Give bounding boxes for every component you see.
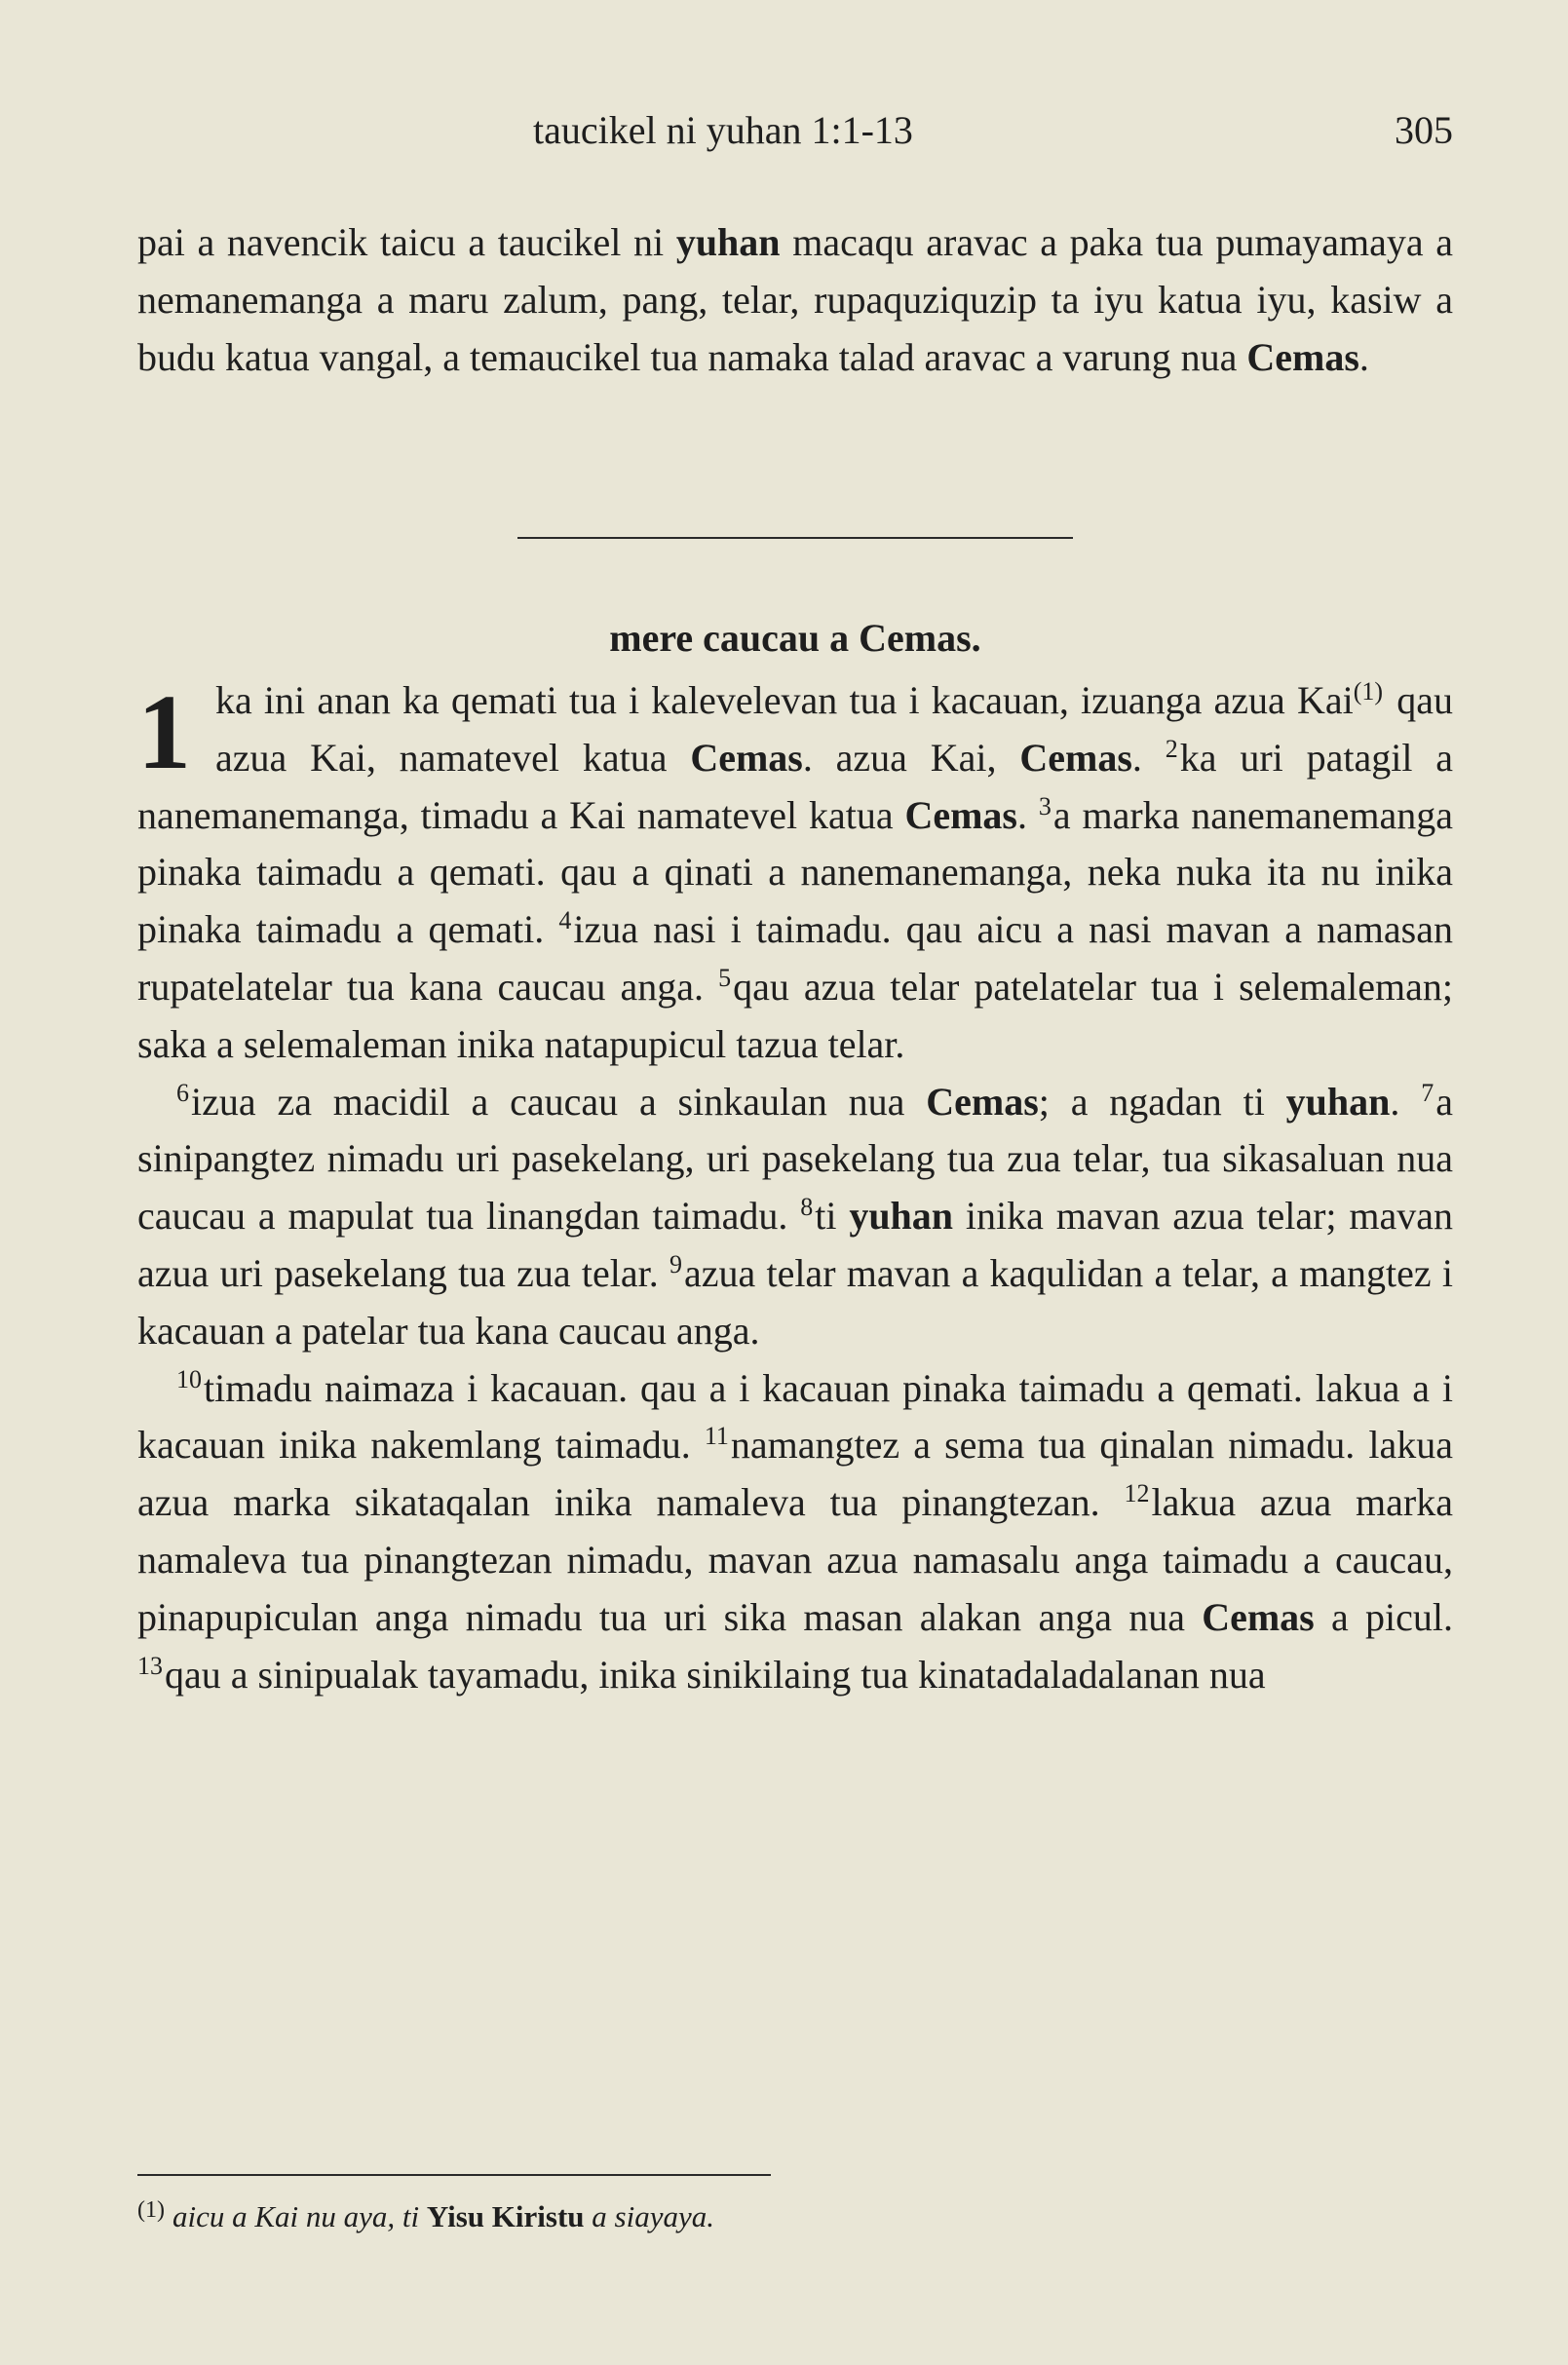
verse-number: 10 (176, 1364, 202, 1393)
verse-number: 6 (176, 1078, 189, 1107)
verse-number: 3 (1038, 791, 1052, 820)
page-number: 305 (1395, 108, 1453, 152)
running-title: taucikel ni yuhan 1:1-13 (533, 108, 913, 152)
verse-number: 7 (1421, 1078, 1434, 1107)
intro-paragraph: pai a navencik taicu a taucikel ni yuhan macaqu aravac a paka tua pumayamaya a nemanemanga a maru zalum, pang, telar, rupaquziquzip ta iyu katua iyu, kasiw a budu katua vangal, a temaucikel tua namaka talad aravac a varung nua Cemas. (137, 220, 1453, 379)
section-title: mere caucau a Cemas. (609, 616, 981, 660)
verse-number: 11 (704, 1422, 729, 1451)
verse-number: 9 (669, 1249, 682, 1278)
verse-number: 12 (1124, 1479, 1150, 1508)
running-header (137, 101, 1453, 160)
verse-paragraph-1: 1 ka ini anan ka qemati tua i kalevelevan tua i kacauan, izuanga azua Kai$^{(1)}$ qau azua Kai, namatevel katua Cemas. azua Kai, Cemas. $^2$ka uri patagil a nanemanemanga, timadu a Kai namatevel katua Cemas. $^3$a marka nanemanemanga pinaka taimadu a qemati. qau a qinati a nanemanemanga, neka nuka ita nu inika pinaka taimadu a qemati. $^4$izua nasi i taimadu. qau aicu a nasi mavan a namasan rupatelatelar tua kana caucau anga. $^5$qau azua telar patelatelar tua i selemaleman; saka a selemaleman inika natapupicul tazua telar. (137, 672, 1454, 1066)
footnote: $^{(1)}$ aicu a Kai nu aya, ti Yisu Kiristu a siayaya. (137, 2197, 714, 2233)
verse-number: 2 (1165, 734, 1178, 763)
verse-paragraph-3: $^{10}$timadu naimaza i kacauan. qau a i kacauan pinaka taimadu a qemati. lakua a i kacauan inika nakemlang taimadu. $^{11}$namangtez a sema tua qinalan nimadu. lakua azua marka sikataqalan inika namaleva tua pinangtezan. $^{12}$lakua azua marka namaleva tua pinangtezan nimadu, mavan azua namasalu anga taimadu a caucau, pinapupiculan anga nimadu tua uri sika masan alakan anga nua Cemas a picul. $^{13}$qau a sinipualak tayamadu, inika sinikilaing tua kinatadaladalanan nua (137, 1364, 1453, 1697)
verse-number: 4 (558, 906, 572, 935)
verse-number: 5 (718, 963, 732, 992)
chapter-text (137, 672, 1453, 1703)
chapter-number: 1 (137, 672, 191, 791)
footnote-divider (137, 2174, 771, 2176)
verse-paragraph-2: $^6$izua za macidil a caucau a sinkaulan nua Cemas; a ngadan ti yuhan. $^7$a sinipangtez nimadu uri pasekelang, uri pasekelang tua zua telar, tua sikasaluan nua caucau a mapulat tua linangdan taimadu. $^8$ti yuhan inika mavan azua telar; mavan azua uri pasekelang tua zua telar. $^9$azua telar mavan a kaqulidan a telar, a mangtez i kacauan a patelar tua kana caucau anga. (137, 1078, 1454, 1353)
footnote-reference: (1) (1353, 677, 1384, 706)
section-divider (517, 537, 1073, 539)
verse-number: 13 (137, 1651, 163, 1680)
verse-number: 8 (800, 1193, 814, 1222)
footnote-marker: (1) (137, 2197, 165, 2223)
